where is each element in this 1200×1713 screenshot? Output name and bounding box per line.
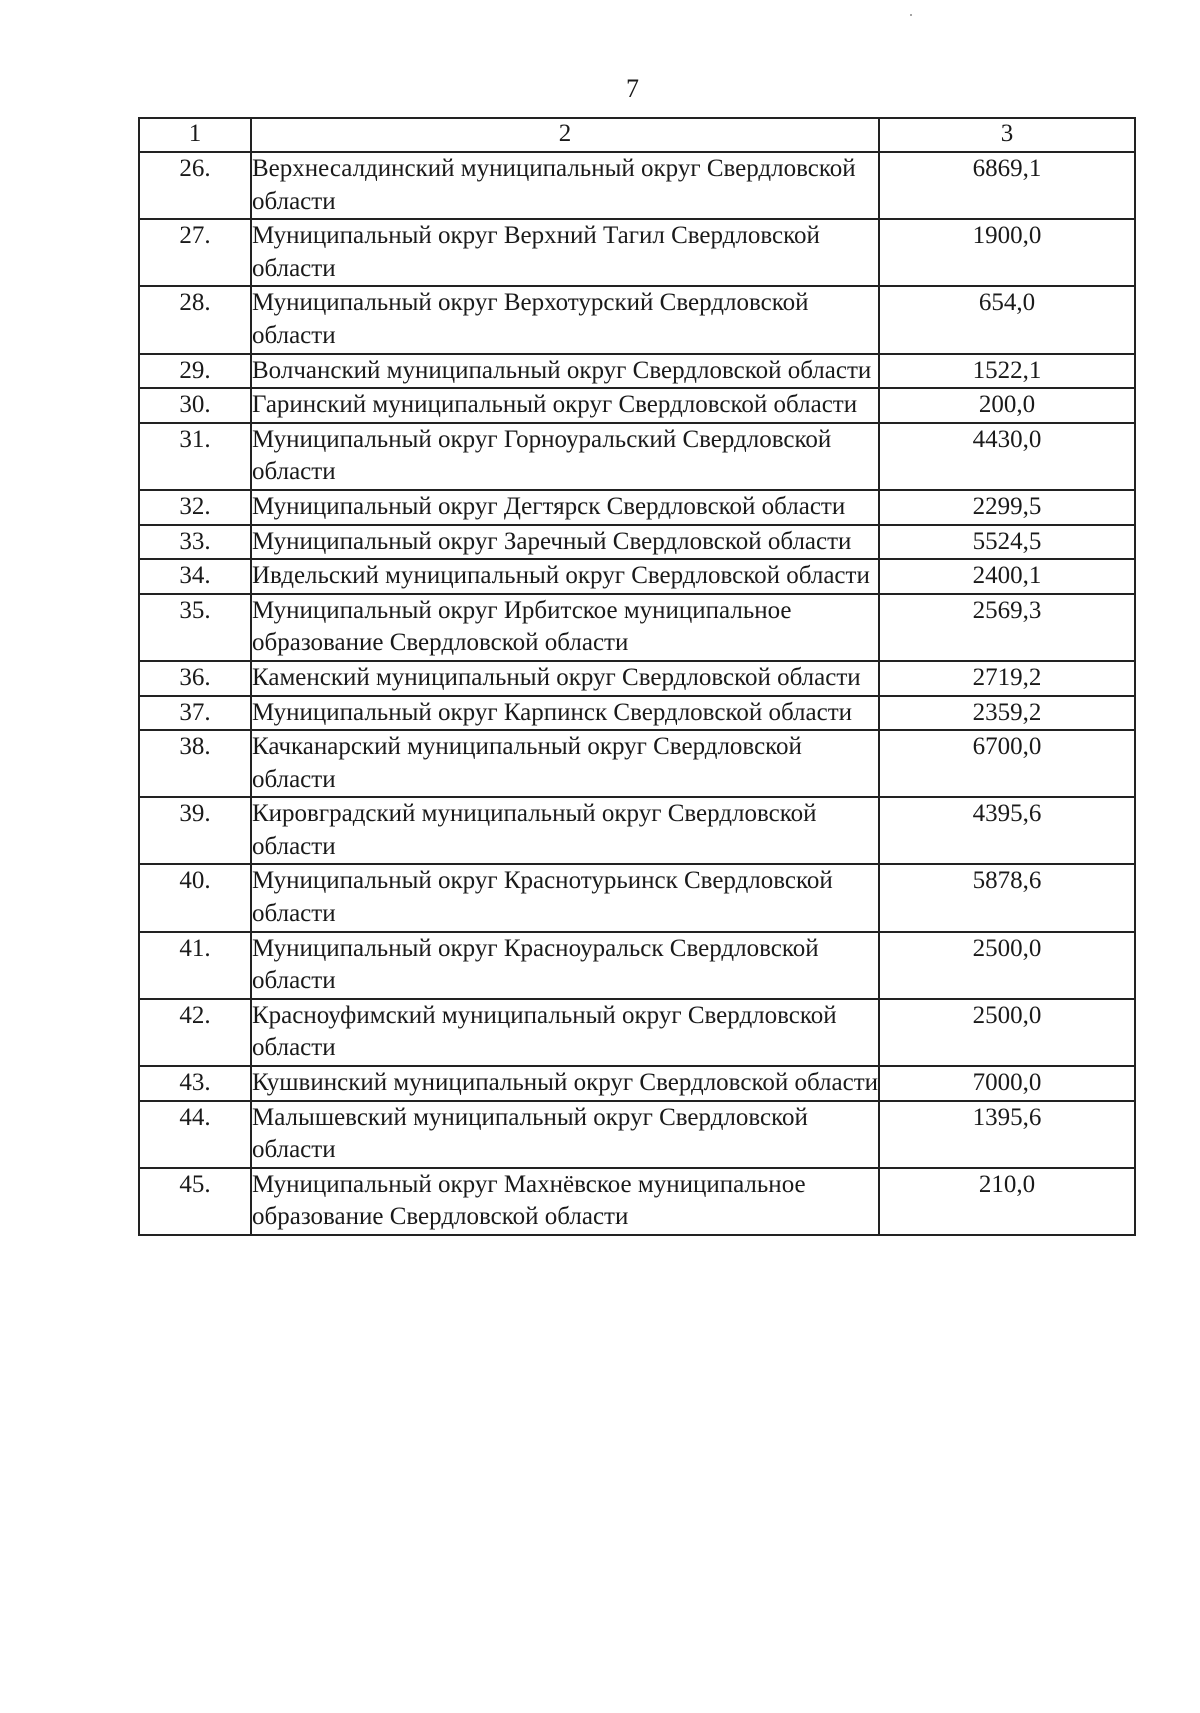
row-number: 41. [139, 932, 251, 999]
table-row [139, 864, 1135, 931]
allocation-value: 654,0 [879, 286, 1135, 353]
municipality-name: Муниципальный округ Горноуральский Свердловской области [251, 423, 879, 490]
row-number: 28. [139, 286, 251, 353]
table-row [139, 1101, 1135, 1168]
table-row [139, 932, 1135, 999]
municipality-name: Муниципальный округ Ирбитское муниципальное образование Свердловской области [251, 594, 879, 661]
allocation-value: 2500,0 [879, 999, 1135, 1066]
table-row [139, 219, 1135, 286]
column-header-name: 2 [251, 118, 879, 152]
municipality-name: Муниципальный округ Заречный Свердловской области [251, 525, 879, 560]
municipality-name: Красноуфимский муниципальный округ Свердловской области [251, 999, 879, 1066]
municipality-name: Кировградский муниципальный округ Свердловской области [251, 797, 879, 864]
municipality-name: Волчанский муниципальный округ Свердловской области [251, 354, 879, 389]
row-number: 26. [139, 152, 251, 219]
allocation-value: 2569,3 [879, 594, 1135, 661]
municipality-name: Муниципальный округ Карпинск Свердловской области [251, 696, 879, 731]
municipality-name: Кушвинский муниципальный округ Свердловской области [251, 1066, 879, 1101]
row-number: 43. [139, 1066, 251, 1101]
table-row [139, 661, 1135, 696]
row-number: 34. [139, 559, 251, 594]
table-row [139, 354, 1135, 389]
allocation-value: 2359,2 [879, 696, 1135, 731]
allocation-value: 2299,5 [879, 490, 1135, 525]
table-row [139, 999, 1135, 1066]
allocation-value: 6700,0 [879, 730, 1135, 797]
table-row [139, 1066, 1135, 1101]
municipality-name: Качканарский муниципальный округ Свердловской области [251, 730, 879, 797]
row-number: 44. [139, 1101, 251, 1168]
scan-speck [910, 14, 912, 16]
row-number: 32. [139, 490, 251, 525]
table-row [139, 1168, 1135, 1235]
page-number: 7 [626, 74, 639, 103]
row-number: 29. [139, 354, 251, 389]
municipality-name: Каменский муниципальный округ Свердловской области [251, 661, 879, 696]
row-number: 38. [139, 730, 251, 797]
municipality-name: Муниципальный округ Дегтярск Свердловской области [251, 490, 879, 525]
allocation-value: 2500,0 [879, 932, 1135, 999]
allocation-value: 210,0 [879, 1168, 1135, 1235]
row-number: 40. [139, 864, 251, 931]
row-number: 35. [139, 594, 251, 661]
municipality-name: Муниципальный округ Верхотурский Свердловской области [251, 286, 879, 353]
allocation-value: 2400,1 [879, 559, 1135, 594]
column-header-number: 1 [139, 118, 251, 152]
municipality-name: Верхнесалдинский муниципальный округ Свердловской области [251, 152, 879, 219]
table-row [139, 696, 1135, 731]
table-row [139, 152, 1135, 219]
allocation-value: 1900,0 [879, 219, 1135, 286]
municipality-name: Ивдельский муниципальный округ Свердловской области [251, 559, 879, 594]
table-row [139, 286, 1135, 353]
row-number: 45. [139, 1168, 251, 1235]
allocation-value: 2719,2 [879, 661, 1135, 696]
row-number: 31. [139, 423, 251, 490]
budget-table [138, 117, 1136, 1236]
allocation-value: 5524,5 [879, 525, 1135, 560]
municipality-name: Муниципальный округ Верхний Тагил Свердловской области [251, 219, 879, 286]
table-row [139, 490, 1135, 525]
column-header-value: 3 [879, 118, 1135, 152]
municipality-name: Муниципальный округ Краснотурьинск Свердловской области [251, 864, 879, 931]
allocation-value: 1395,6 [879, 1101, 1135, 1168]
table-row [139, 388, 1135, 423]
row-number: 33. [139, 525, 251, 560]
row-number: 37. [139, 696, 251, 731]
table-row [139, 559, 1135, 594]
row-number: 30. [139, 388, 251, 423]
row-number: 42. [139, 999, 251, 1066]
allocation-value: 7000,0 [879, 1066, 1135, 1101]
table-header-row [139, 118, 1135, 152]
municipality-name: Муниципальный округ Красноуральск Свердловской области [251, 932, 879, 999]
allocation-value: 1522,1 [879, 354, 1135, 389]
municipality-name: Муниципальный округ Махнёвское муниципальное образование Свердловской области [251, 1168, 879, 1235]
table-row [139, 525, 1135, 560]
municipality-name: Гаринский муниципальный округ Свердловской области [251, 388, 879, 423]
allocation-value: 5878,6 [879, 864, 1135, 931]
allocation-value: 4430,0 [879, 423, 1135, 490]
row-number: 39. [139, 797, 251, 864]
row-number: 27. [139, 219, 251, 286]
table-row [139, 730, 1135, 797]
table-row [139, 797, 1135, 864]
municipality-name: Малышевский муниципальный округ Свердловской области [251, 1101, 879, 1168]
allocation-value: 6869,1 [879, 152, 1135, 219]
table-row [139, 594, 1135, 661]
allocation-value: 4395,6 [879, 797, 1135, 864]
allocation-value: 200,0 [879, 388, 1135, 423]
table-row [139, 423, 1135, 490]
row-number: 36. [139, 661, 251, 696]
